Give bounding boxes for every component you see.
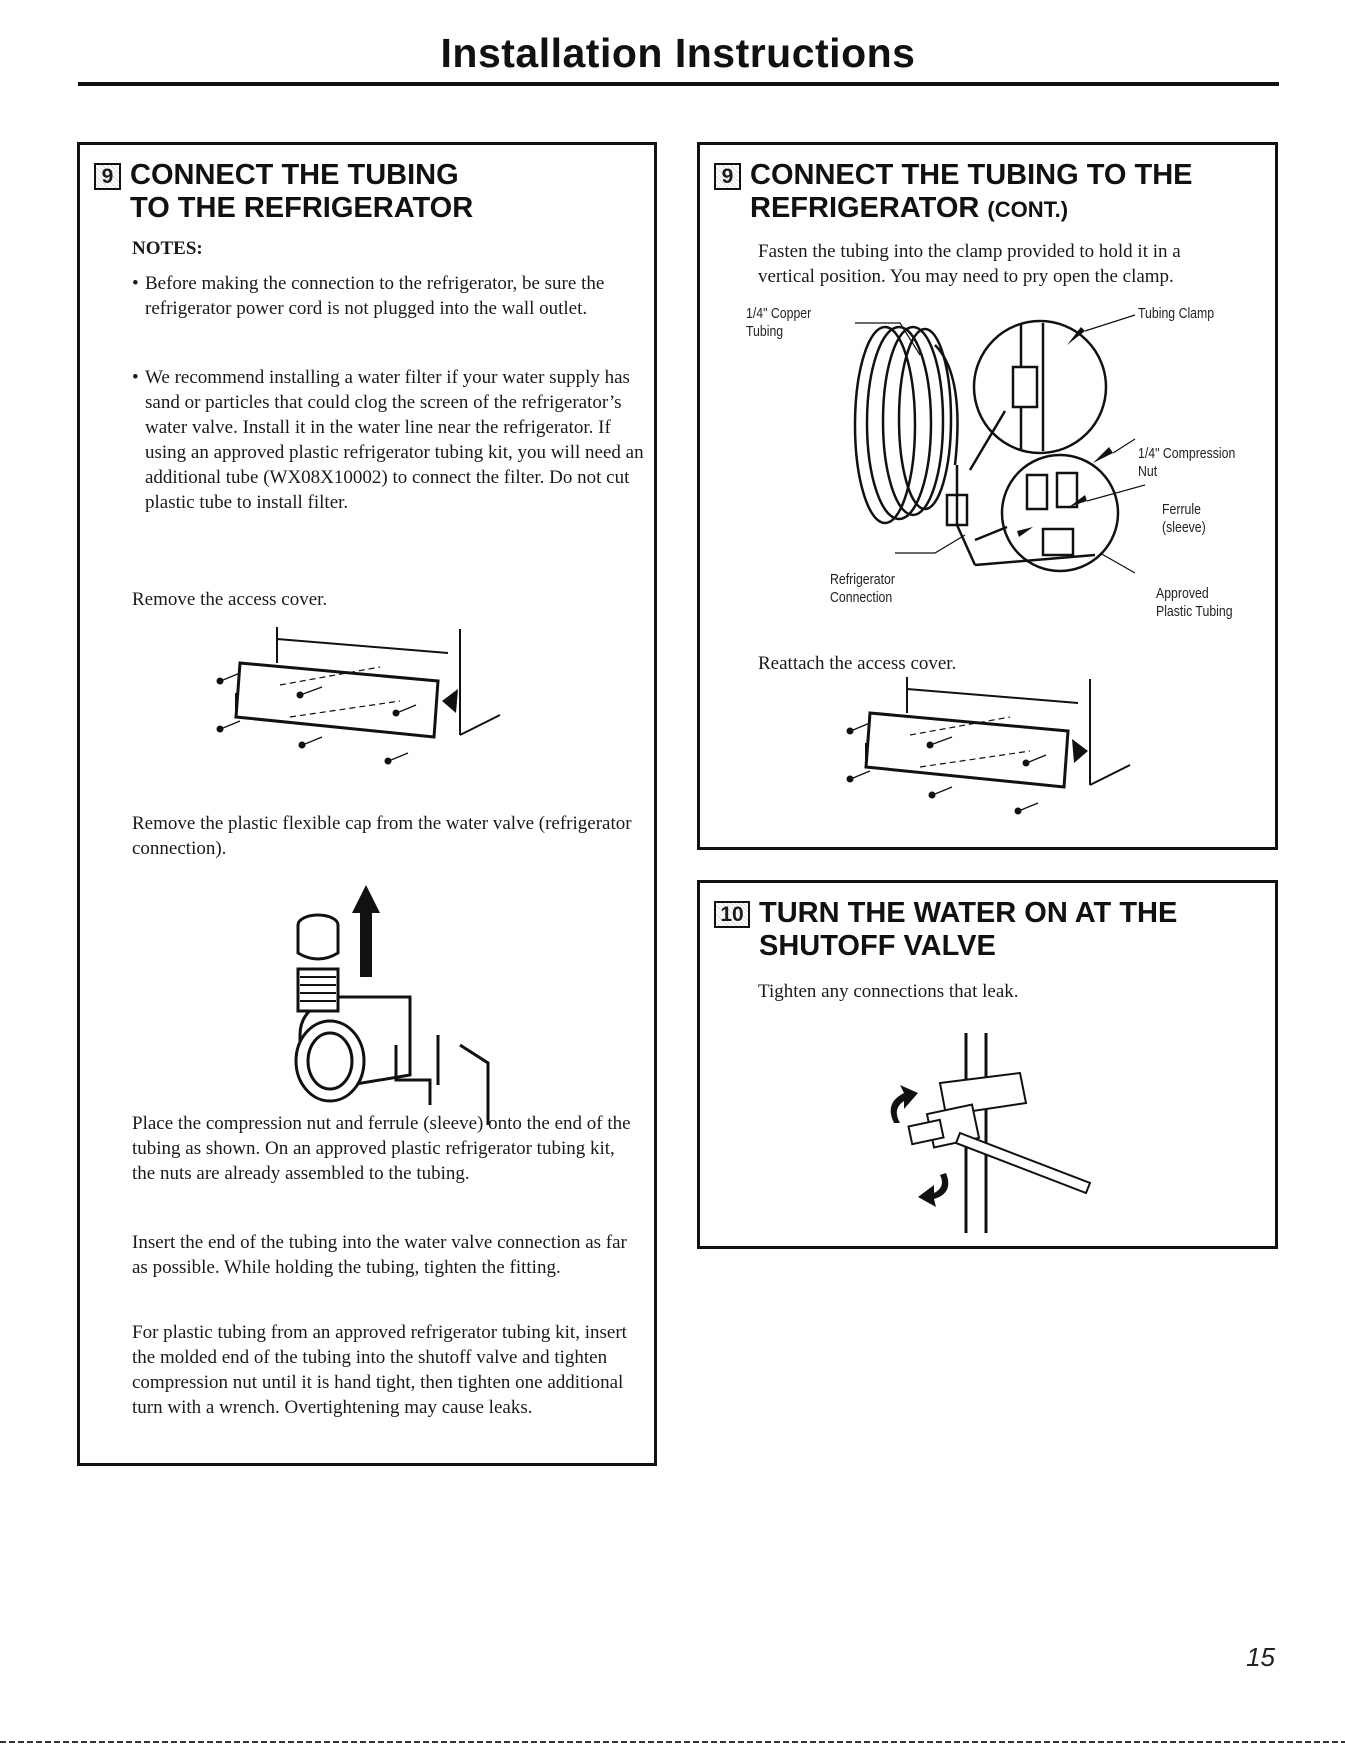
label-line: (sleeve) [1162,519,1206,536]
step-title-line2: SHUTOFF VALVE [759,930,996,962]
label-line: Approved [1156,585,1209,602]
label-ferrule [1162,501,1206,537]
reattach-text: Reattach the access cover. [758,653,957,674]
tighten-text: Tighten any connections that leak. [758,981,1019,1002]
plastic-tubing-text: For plastic tubing from an approved refrigerator tubing kit, insert the molded end of the tubing into the shutoff valve and tighten compression nut until it is hand tight, then tighten one additional turn with a wrench. Overtightening may cause leaks. [132,1322,627,1418]
step-10-panel [697,880,1278,1249]
step-title-line1: TURN THE WATER ON AT THE [759,897,1178,929]
label-approved-tubing [1156,585,1233,621]
step-9-heading [94,159,473,225]
page-title: Installation Instructions [440,30,916,76]
label-line: Ferrule [1162,501,1201,518]
step-10-heading [714,897,1177,963]
note-2 [132,365,645,515]
note-2-text: We recommend installing a water filter if your water supply has sand or particles that could clog the screen of the refrigerator’s water valve. Install it in the water line near the refrigerator. If using an approved plastic refrigerator tubing kit, you will need an additional tube (WX08X10002) to connect the filter. Do not cut plastic tube to install filter. [145,367,644,513]
access-cover-illustration [210,625,540,785]
page-number: 15 [1246,1642,1275,1672]
label-line: 1/4" Compression [1138,445,1236,462]
label-compression-nut [1138,445,1235,481]
step-9-continued-heading [714,159,1193,226]
step-title-line2: TO THE REFRIGERATOR [130,192,474,224]
label-line: Connection [830,589,893,606]
remove-cap-text: Remove the plastic flexible cap from the water valve (refrigerator connection). [132,813,632,859]
step-number-badge: 10 [714,901,750,928]
label-line: Nut [1138,463,1158,480]
remove-cover-text: Remove the access cover. [132,589,328,610]
label-line: Plastic Tubing [1156,603,1233,620]
title-rule [78,82,1279,86]
label-copper-tubing [746,305,811,341]
step-9-continued-panel [697,142,1278,850]
step-title [759,897,1177,963]
notes-label: NOTES: [132,238,203,259]
label-line: 1/4" Copper [746,305,812,322]
footer-rule [0,1741,1345,1743]
step-9-panel [77,142,657,1466]
bullet-dot: • [132,367,139,388]
fasten-text: Fasten the tubing into the clamp provided to hold it in a vertical position. You may need to pry open the clamp. [758,241,1181,287]
step-number-badge: 9 [714,163,741,190]
label-line: Refrigerator [830,571,895,588]
label-refrigerator-connection [830,571,895,607]
shutoff-valve-illustration [870,1023,1110,1243]
step-title [750,159,1193,226]
note-1-text: Before making the connection to the refrigerator, be sure the refrigerator power cord is not plugged into the wall outlet. [145,273,605,319]
place-nut-text: Place the compression nut and ferrule (sleeve) onto the end of the tubing as shown. On an approved plastic refrigerator tubing kit, the nuts are already assembled to the tubing. [132,1113,631,1184]
step-title-line1: CONNECT THE TUBING TO THE [750,159,1193,191]
step-number-badge: 9 [94,163,121,190]
insert-end-text: Insert the end of the tubing into the water valve connection as far as possible. While holding the tubing, tighten the fitting. [132,1232,627,1278]
step-title-line1: CONNECT THE TUBING [130,159,459,191]
step-title-suffix: (CONT.) [987,197,1069,222]
label-line: Tubing [746,323,784,340]
step-title [130,159,473,225]
label-tubing-clamp: Tubing Clamp [1138,305,1215,322]
note-1 [132,271,645,321]
water-valve-cap-illustration [270,885,530,1125]
step-title-line2: REFRIGERATOR [750,192,980,224]
bullet-dot: • [132,273,139,294]
reattach-cover-illustration [840,675,1170,835]
